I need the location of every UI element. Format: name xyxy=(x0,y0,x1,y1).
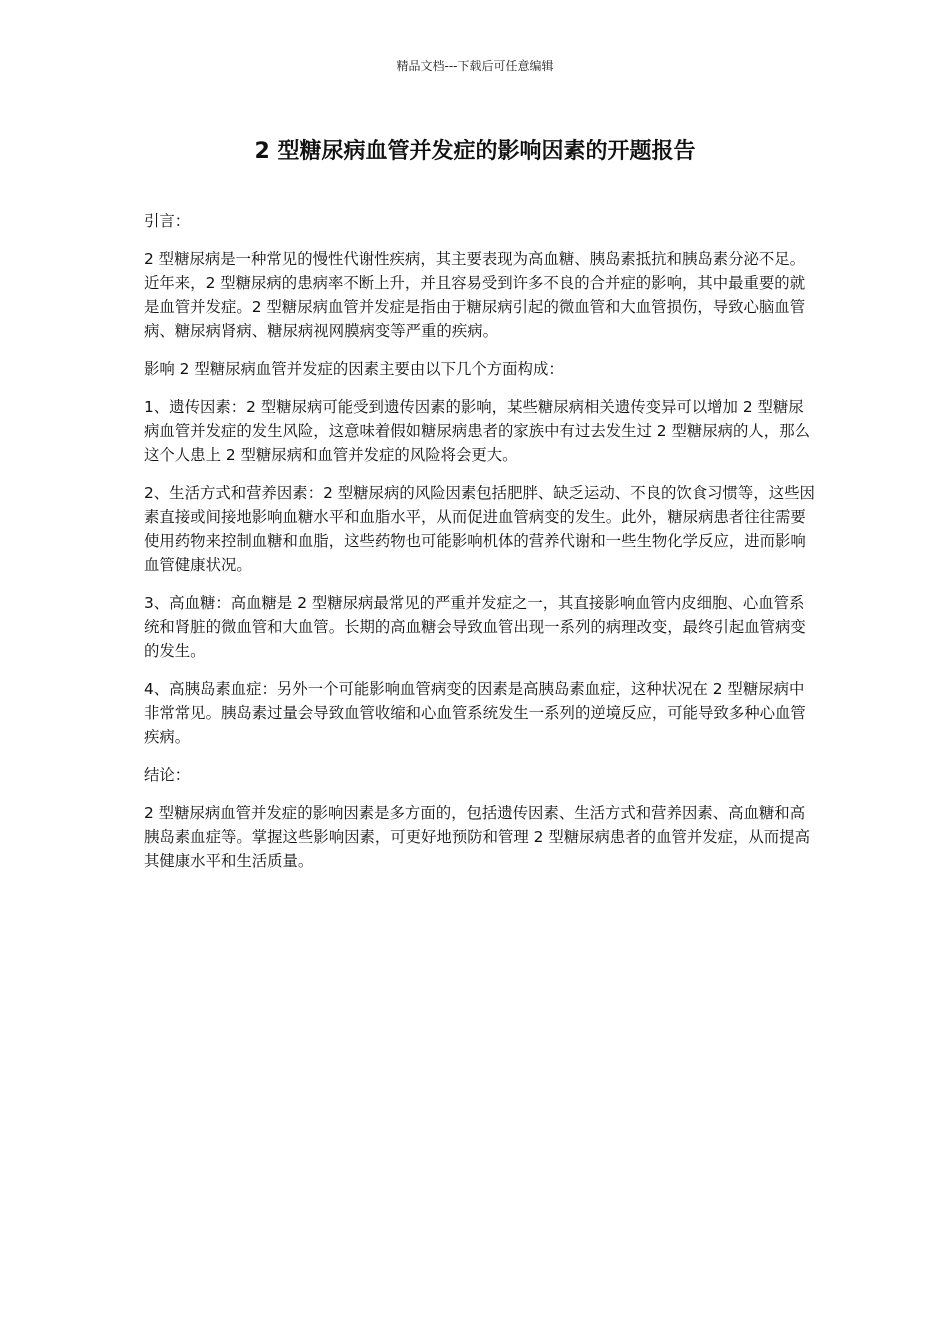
page-header-note: 精品文档---下载后可任意编辑 xyxy=(396,59,554,73)
factor-lifestyle-paragraph: 2、生活方式和营养因素：2 型糖尿病的风险因素包括肥胖、缺乏运动、不良的饮食习惯等，这些因素直接或间接地影响血糖水平和血脂水平，从而促进血管病变的发生。此外，糖尿病患者往往需要使用药物来控制血糖和血脂，这些药物也可能影响机体的营养代谢和一些生物化学反应，进而影响血管健康状况。 xyxy=(144,484,815,574)
factor-hyperglycemia-paragraph: 3、高血糖：高血糖是 2 型糖尿病最常见的严重并发症之一，其直接影响血管内皮细胞、心血管系统和肾脏的微血管和大血管。长期的高血糖会导致血管出现一系列的病理改变，最终引起血管病变的发生。 xyxy=(144,594,806,660)
conclusion-paragraph: 2 型糖尿病血管并发症的影响因素是多方面的，包括遗传因素、生活方式和营养因素、高血糖和高胰岛素血症等。掌握这些影响因素，可更好地预防和管理 2 型糖尿病患者的血管并发症，从而提高其健康水平和生活质量。 xyxy=(144,804,810,870)
factor-genetic-paragraph: 1、遗传因素：2 型糖尿病可能受到遗传因素的影响，某些糖尿病相关遗传变异可以增加 2 型糖尿病血管并发症的发生风险，这意味着假如糖尿病患者的家族中有过去发生过 2 型糖尿病的人，那么这个人患上 2 型糖尿病和血管并发症的风险将会更大。 xyxy=(144,398,810,464)
document-title: 2 型糖尿病血管并发症的影响因素的开题报告 xyxy=(254,139,696,164)
document-body xyxy=(144,209,816,887)
intro-heading: 引言： xyxy=(144,212,191,230)
conclusion-heading: 结论： xyxy=(144,766,191,784)
intro-paragraph: 2 型糖尿病是一种常见的慢性代谢性疾病，其主要表现为高血糖、胰岛素抵抗和胰岛素分泌不足。近年来，2 型糖尿病的患病率不断上升，并且容易受到许多不良的合并症的影响，其中最重要的就是血管并发症。2 型糖尿病血管并发症是指由于糖尿病引起的微血管和大血管损伤，导致心脑血管病、糖尿病肾病、糖尿病视网膜病变等严重的疾病。 xyxy=(144,250,806,340)
factor-hyperinsulinemia-paragraph: 4、高胰岛素血症：另外一个可能影响血管病变的因素是高胰岛素血症，这种状况在 2 型糖尿病中非常常见。胰岛素过量会导致血管收缩和心血管系统发生一系列的逆境反应，可能导致多种心血管疾病。 xyxy=(144,680,806,746)
factors-lead-paragraph: 影响 2 型糖尿病血管并发症的因素主要由以下几个方面构成： xyxy=(144,360,564,378)
